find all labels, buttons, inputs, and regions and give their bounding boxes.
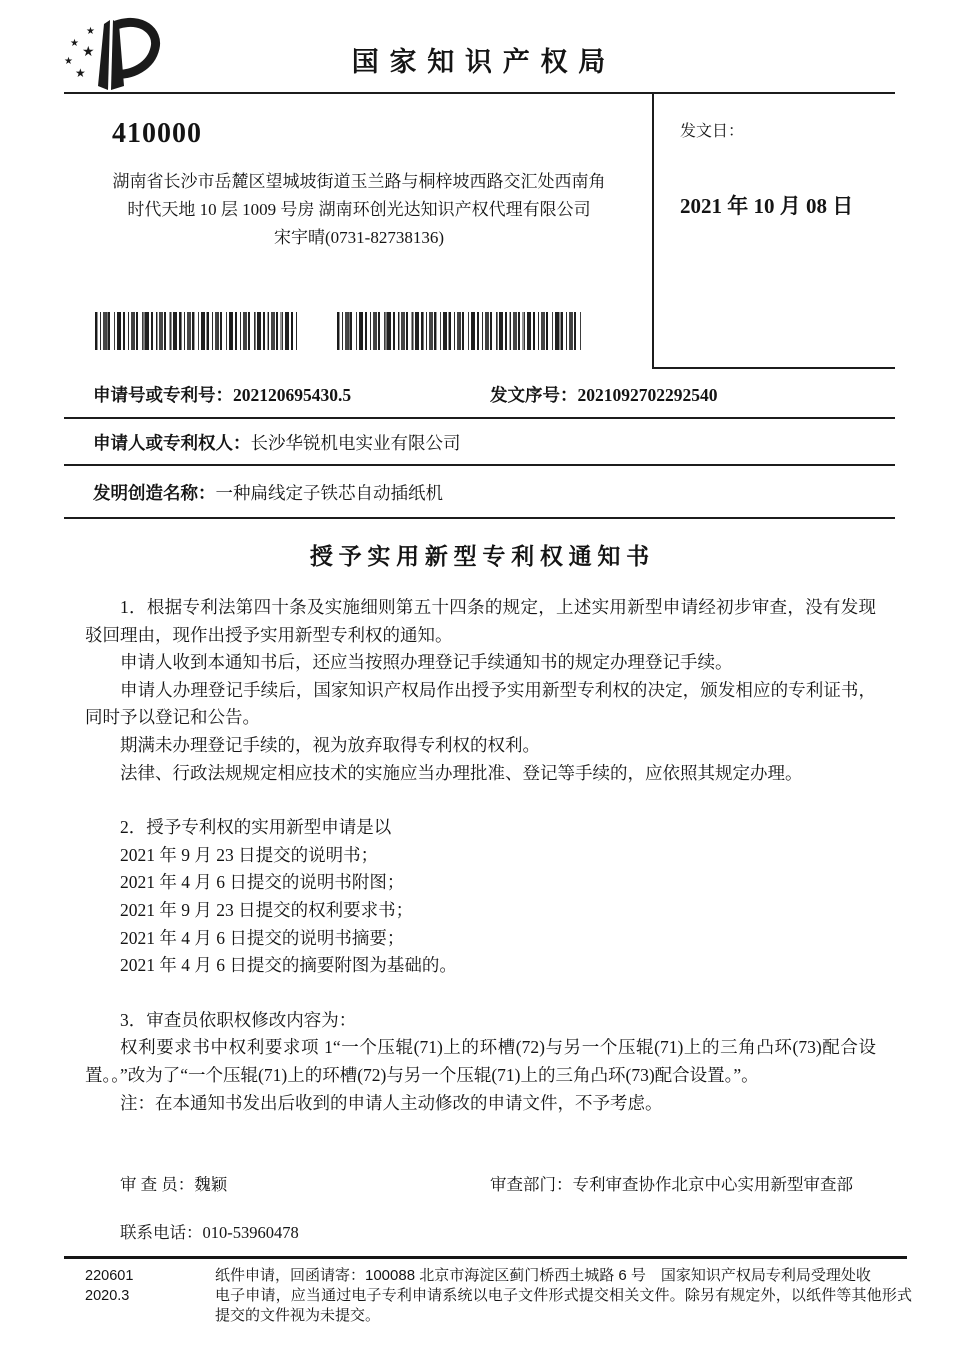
dispatch-date-box [652,94,895,369]
contact-phone: 联系电话：010-53960478 [120,1223,299,1242]
application-number: 申请号或专利号：202120695430.5 [93,385,352,405]
paragraph: 注：在本通知书发出后收到的申请人主动修改的申请文件，不予考虑。 [120,1092,663,1113]
address-line: 时代天地 10 层 1009 号房 湖南环创光达知识产权代理有限公司 [127,200,591,219]
notice-body [85,594,876,1117]
svg-text:★: ★ [86,26,95,37]
paragraph: 2．授予专利权的实用新型申请是以 [120,817,392,838]
paragraph: 2021 年 9 月 23 日提交的说明书； [120,844,379,865]
paragraph: 2021 年 9 月 23 日提交的权利要求书； [120,899,414,920]
address-line: 湖南省长沙市岳麓区望城坡街道玉兰路与桐梓坡西路交汇处西南角 [112,172,606,191]
paragraph: 2021 年 4 月 6 日提交的说明书附图； [120,872,405,893]
section-1 [85,594,876,787]
section-2 [85,814,876,980]
recipient-address [66,168,652,252]
notice-title: 授 予 实 用 新 型 专 利 权 通 知 书 [309,544,650,569]
dispatch-date-value: 2021 年 10 月 08 日 [680,194,854,218]
examining-department: 审查部门：专利审查协作北京中心实用新型审查部 [490,1175,853,1194]
address-line: 宋宇晴(0731-82738136) [274,228,444,247]
footer-divider [64,1256,907,1259]
form-version: 2020.3 [85,1288,130,1304]
paragraph: 期满未办理登记手续的，视为放弃取得专利权的权利。 [120,734,540,755]
paragraph: 法律、行政法规规定相应技术的实施应当办理批准、登记等手续的，应依照其规定办理。 [120,762,803,783]
postal-code: 410000 [112,118,202,149]
paragraph: 3．审查员依职权修改内容为： [120,1009,357,1030]
dispatch-serial-number: 发文序号：2021092702292540 [490,385,718,405]
agency-title: 国 家 知 识 产 权 局 [351,47,608,77]
svg-text:★: ★ [70,38,79,49]
applicant-name: 申请人或专利权人：长沙华锐机电实业有限公司 [93,433,461,453]
svg-text:★: ★ [64,56,73,67]
footer-line: 纸件申请，回函请寄：100088 北京市海淀区蓟门桥西土城路 6 号 国家知识产权局专利局受理处收 [215,1267,871,1284]
paragraph: 2021 年 4 月 6 日提交的摘要附图为基础的。 [120,955,457,976]
paragraph: 申请人收到本通知书后，还应当按照办理登记手续通知书的规定办理登记手续。 [120,652,733,673]
svg-text:★: ★ [82,44,95,60]
barcode [95,312,298,350]
invention-title: 发明创造名称：一种扁线定子铁芯自动插纸机 [93,483,443,503]
form-codes [85,1266,133,1306]
footer-instructions [215,1266,912,1326]
row-application-number [64,367,895,419]
svg-text:★: ★ [75,66,86,80]
paragraph: 1．根据专利法第四十条及实施细则第五十四条的规定，上述实用新型申请经初步审查，没有发现驳回理由，现作出授予实用新型专利权的通知。 [85,597,876,645]
paragraph: 2021 年 4 月 6 日提交的说明书摘要； [120,927,405,948]
dispatch-date-label: 发文日： [680,123,745,140]
section-3 [85,1007,876,1117]
examiner: 审 查 员：魏颖 [120,1175,228,1194]
paragraph: 申请人办理登记手续后，国家知识产权局作出授予实用新型专利权的决定，颁发相应的专利证书，同时予以登记和公告。 [85,679,876,728]
row-invention-title [64,464,895,519]
barcode [337,312,581,350]
row-applicant [64,417,895,466]
footer-line: 电子申请，应当通过电子专利申请系统以电子文件形式提交相关文件。除另有规定外，以纸件等其他形式提交的文件视为未提交。 [215,1287,912,1324]
form-code: 220601 [85,1268,134,1284]
paragraph: 权利要求书中权利要求项 1“一个压辊(71)上的环槽(72)与另一个压辊(71)上的三角凸环(73)配合设置。。”改为了“一个压辊(71)上的环槽(72)与另一个压辊(71)上的三角凸环(73)配合设置。”。 [85,1037,876,1085]
